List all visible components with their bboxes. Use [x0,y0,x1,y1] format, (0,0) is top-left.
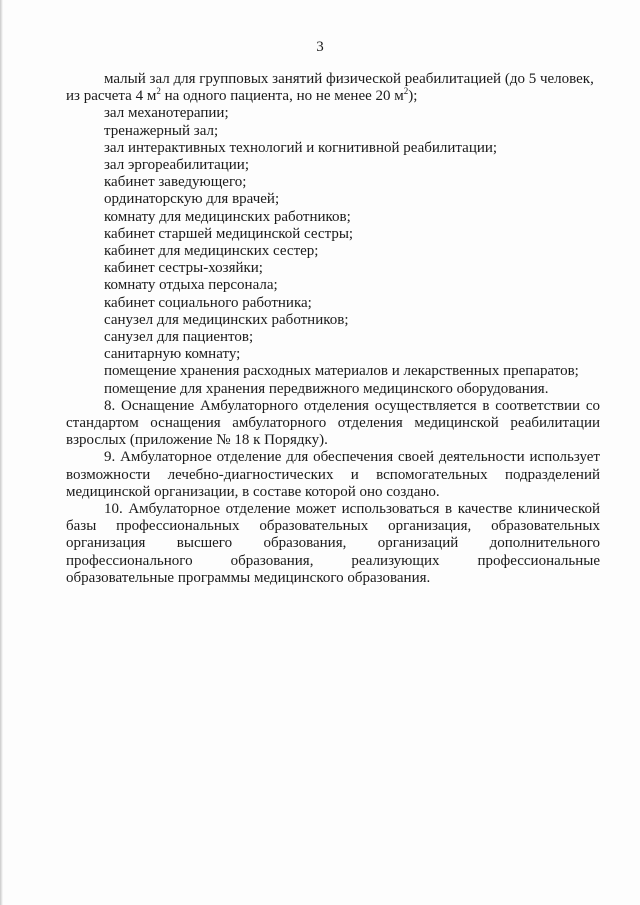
intro-paragraph [66,71,600,105]
list-item: зал интерактивных технологий и когнитивной реабилитации; [104,139,498,156]
paragraph-9: 9. Амбулаторное отделение для обеспечения своей деятельности использует возможности лечебно-диагностических и вспомогательных подразделений медицинской организации, в составе которой оно создано. [66,449,600,500]
list-item: зал механотерапии; [104,105,229,122]
list-item: зал эргореабилитации; [104,157,249,174]
intro-text-part1: малый зал для групповых занятий физической реабилитацией (до 5 человек, из расчета 4 м [66,71,594,105]
list-item: тренажерный зал; [104,122,219,139]
paragraph-10: 10. Амбулаторное отделение может использоваться в качестве клинической базы профессиональных образовательных организация, образовательных организация высшего образования, организаций дополнительного профессионального образования, реализующих профессиональные образовательные программы медицинского образования. [66,501,600,586]
list-item: кабинет заведующего; [104,174,247,191]
list-item: помещение для хранения передвижного медицинского оборудования. [104,380,549,397]
list-item: кабинет социального работника; [104,294,312,311]
list-item: санузел для пациентов; [104,329,254,346]
intro-text-part3: ); [408,88,418,105]
list-item: санузел для медицинских работников; [104,311,349,328]
document-body [66,71,600,587]
list-item: комнату отдыха персонала; [104,277,278,294]
list-item: кабинет для медицинских сестер; [104,243,319,260]
intro-text-part2: на одного пациента, но не менее 20 м [160,88,404,105]
list-item: помещение хранения расходных материалов и лекарственных препаратов; [104,363,579,380]
page-edge-shadow [0,0,3,905]
page-number: 3 [316,39,324,55]
intro-superscript-1: 2 [156,86,161,97]
intro-superscript-2: 2 [403,86,409,97]
list-item: санитарную комнату; [104,346,241,363]
paragraph-8: 8. Оснащение Амбулаторного отделения осуществляется в соответствии со стандартом оснащения амбулаторного отделения медицинской реабилитации взрослых (приложение № 18 к Порядку). [66,397,600,449]
room-list [66,105,600,397]
list-item: комнату для медицинских работников; [104,208,351,225]
list-item: кабинет старшей медицинской сестры; [104,225,354,242]
list-item: кабинет сестры-хозяйки; [104,260,263,277]
list-item: ординаторскую для врачей; [104,191,280,208]
